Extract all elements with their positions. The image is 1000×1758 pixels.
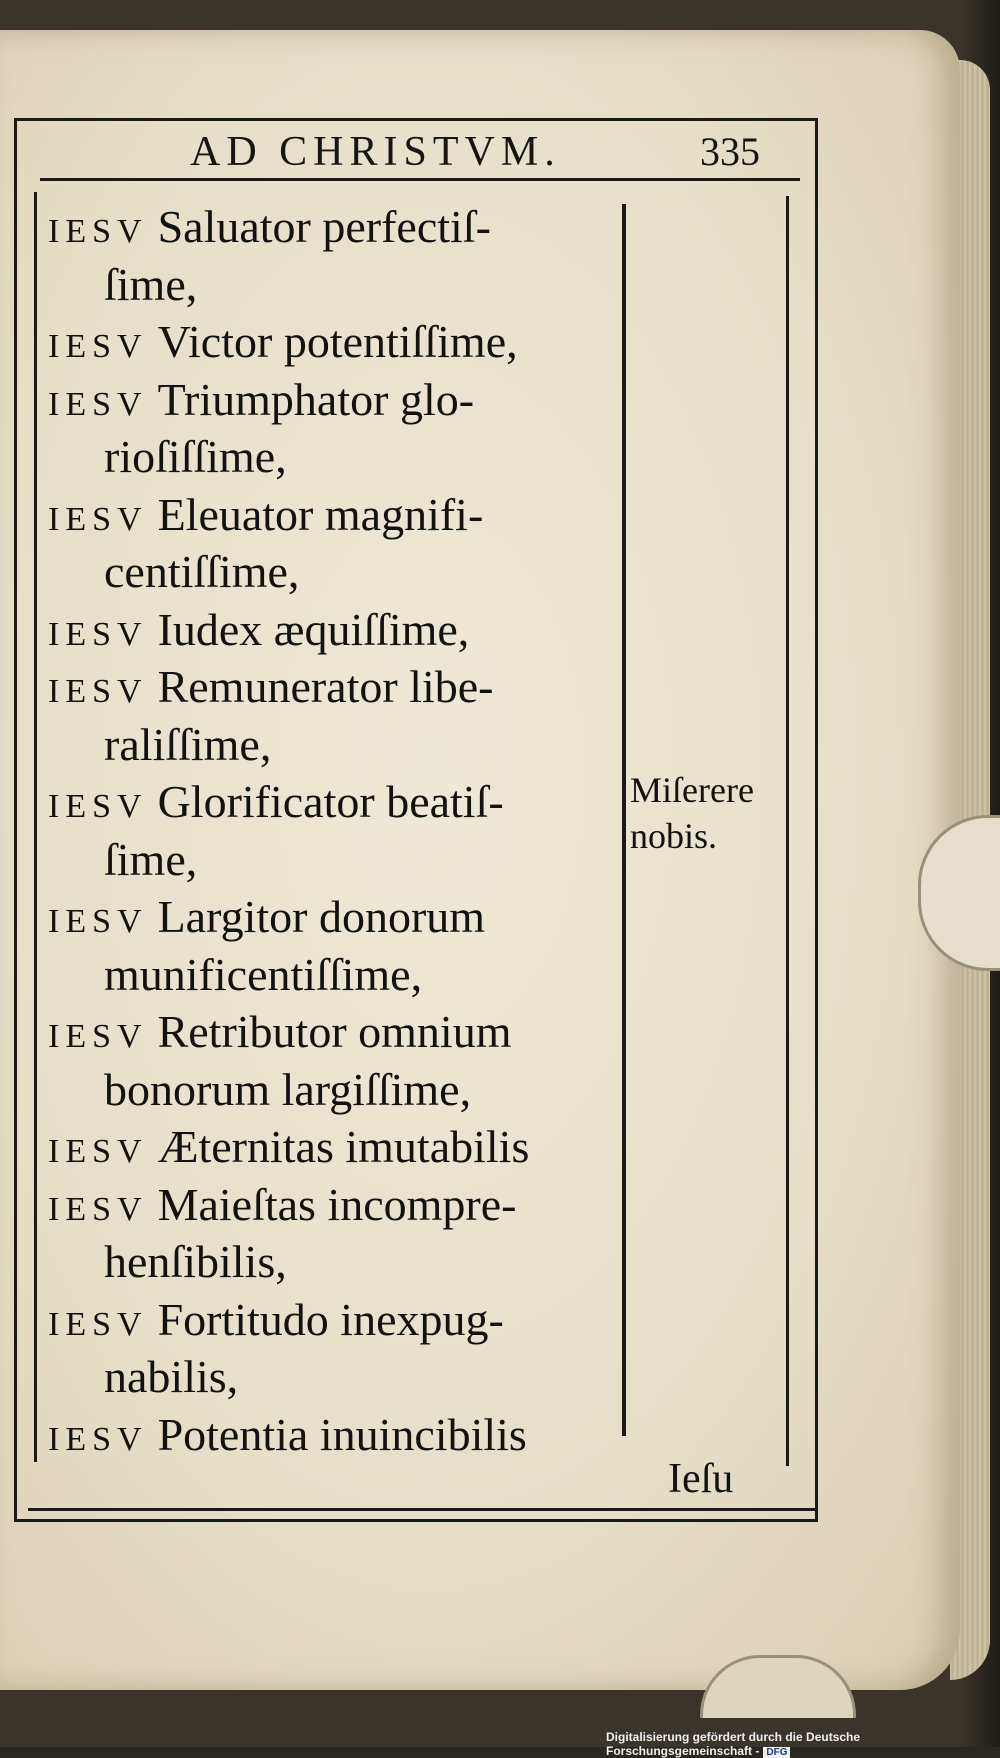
invocation-prefix: IESV	[48, 1305, 148, 1343]
invocation-text: ſime,	[104, 833, 198, 885]
litany-line	[104, 833, 198, 885]
invocation-text: bonorum largiſſime,	[104, 1063, 472, 1115]
invocation-text: ſime,	[104, 258, 198, 310]
litany-line	[104, 258, 198, 310]
invocation-text: Remunerator libe-	[157, 661, 494, 712]
invocation-text: nabilis,	[104, 1351, 239, 1402]
catchword: Ieſu	[668, 1456, 734, 1502]
litany-line	[48, 603, 470, 655]
litany-line	[104, 1236, 287, 1287]
refrain-line-2: nobis.	[630, 816, 718, 856]
litany-line	[104, 718, 272, 770]
litany-line	[48, 776, 504, 827]
litany-line	[48, 1006, 512, 1057]
litany-line	[48, 1121, 530, 1172]
invocation-text: Largitor donorum	[157, 891, 486, 942]
litany-line	[48, 891, 486, 942]
dfg-logo: DFG	[763, 1747, 790, 1758]
litany-line	[48, 661, 494, 712]
litany-line	[104, 948, 423, 1000]
invocation-text: raliſſime,	[104, 718, 272, 770]
invocation-prefix: IESV	[48, 788, 148, 825]
litany-line	[48, 1178, 517, 1230]
litany-line	[104, 1063, 472, 1115]
litany-line	[104, 546, 300, 597]
invocation-text: rioſiſſime,	[104, 431, 287, 482]
litany-line	[48, 1408, 527, 1460]
litany-line	[48, 316, 518, 367]
invocation-text: Iudex æquiſſime,	[157, 603, 470, 655]
litany-line	[48, 201, 491, 252]
invocation-prefix: IESV	[48, 500, 148, 538]
invocation-prefix: IESV	[48, 328, 148, 365]
litany-line	[104, 1351, 239, 1402]
invocation-text: Retributor omnium	[157, 1006, 512, 1057]
litany-line	[48, 488, 484, 540]
litany-line	[48, 1293, 504, 1345]
invocation-prefix: IESV	[48, 1018, 148, 1055]
invocation-prefix: IESV	[48, 673, 148, 710]
invocation-text: Saluator perfectiſ-	[157, 201, 491, 252]
header-rule	[40, 178, 800, 181]
invocation-prefix: IESV	[48, 385, 148, 423]
invocation-text: Fortitudo inexpug-	[157, 1293, 504, 1345]
invocation-prefix: IESV	[48, 1190, 148, 1228]
grouping-brace	[614, 204, 626, 1436]
running-head: AD CHRISTVM.	[190, 129, 561, 175]
invocation-text: henſibilis,	[104, 1236, 287, 1287]
invocation-prefix: IESV	[48, 1133, 148, 1170]
litany-line	[104, 431, 287, 482]
invocation-text: munificentiſſime,	[104, 948, 423, 1000]
invocation-prefix: IESV	[48, 615, 148, 653]
invocation-prefix: IESV	[48, 213, 148, 250]
bottom-rule	[28, 1508, 818, 1511]
invocation-text: Glorificator beatiſ-	[157, 776, 504, 827]
invocation-prefix: IESV	[48, 1420, 148, 1458]
invocation-text: Potentia inuincibilis	[157, 1408, 527, 1460]
invocation-text: Eleuator magnifi-	[157, 488, 484, 540]
invocation-text: Triumphator glo-	[157, 373, 475, 425]
refrain-line-1: Miſerere	[630, 770, 754, 810]
invocation-text: Victor potentiſſime,	[157, 316, 518, 367]
page-number: 335	[700, 129, 760, 174]
litany-line	[48, 373, 475, 425]
invocation-text: centiſſime,	[104, 546, 300, 597]
credit-text: Digitalisierung gefördert durch die Deutsche Forschungsgemeinschaft -	[606, 1730, 861, 1758]
digitization-credit	[606, 1730, 1000, 1758]
invocation-prefix: IESV	[48, 903, 148, 940]
invocation-text: Maieſtas incompre-	[157, 1178, 517, 1230]
invocation-text: Æternitas imutabilis	[157, 1121, 530, 1172]
column-rule	[786, 196, 789, 1466]
